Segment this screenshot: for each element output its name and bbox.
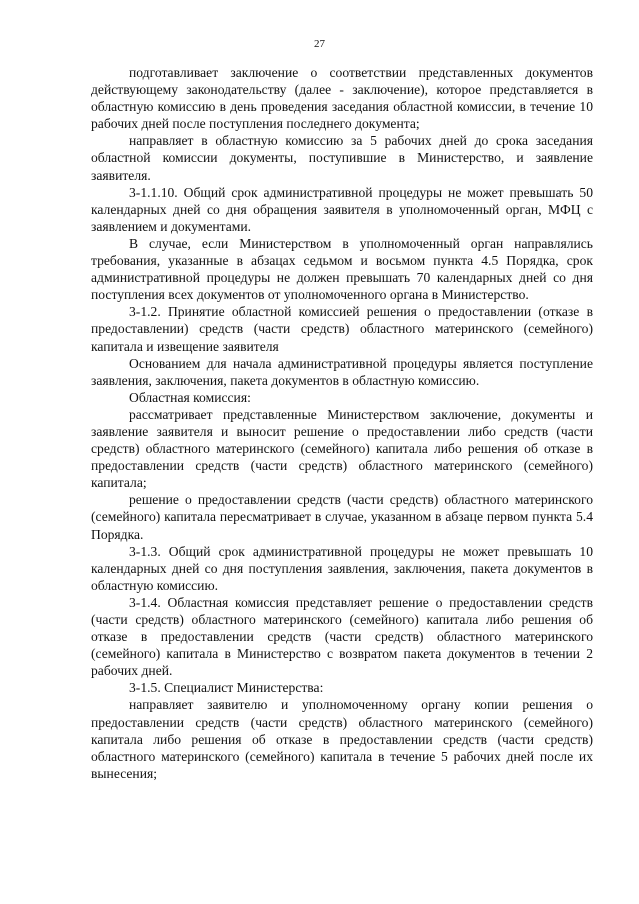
paragraph: В случае, если Министерством в уполномоченный орган направлялись требования, указанные в абзацах седьмом и восьмом пункта 4.5 Порядка, срок административной процедуры не должен превышать 70 календарных дней со дня поступления всех документов от уполномоченного органа в Министерство. bbox=[91, 235, 593, 303]
paragraph: подготавливает заключение о соответствии представленных документов действующему законодательству (далее - заключение), которое представляется в областную комиссию в день проведения заседания областной комиссии, в течение 10 рабочих дней после поступления последнего документа; bbox=[91, 65, 593, 132]
paragraph: Областная комиссия: bbox=[129, 389, 251, 405]
paragraph: рассматривает представленные Министерством заключение, документы и заявление заявителя и выносит решение о предоставлении либо средств (части средств) областного материнского (семейного) капитала либо решения об отказе в предоставлении средств (части средств) областного материнского (семейного) капитала; bbox=[91, 406, 593, 491]
paragraph: решение о предоставлении средств (части средств) областного материнского (семейного) капитала пересматривает в случае, указанном в абзаце первом пункта 5.4 Порядка. bbox=[91, 492, 593, 542]
paragraph: направляет заявителю и уполномоченному органу копии решения о предоставлении средств (части средств) областного материнского (семейного) капитала либо решения об отказе в предоставлении средств (части средств) областного материнского (семейного) капитала в течение 5 рабочих дней после их вынесения; bbox=[91, 697, 593, 781]
paragraph: 3-1.4. Областная комиссия представляет решение о предоставлении средств (части средств) областного материнского (семейного) капитала либо решения об отказе в предоставлении средств (части средств) областного материнского (семейного) капитала в Министерство с возвратом пакета документов в течении 2 рабочих дней. bbox=[91, 594, 593, 679]
paragraph: 3-1.2. Принятие областной комиссией решения о предоставлении (отказе в предоставлении) средств (части средств) областного материнского (семейного) капитала и извещение заявителя bbox=[91, 304, 593, 354]
document-body bbox=[91, 64, 593, 782]
paragraph: Основанием для начала административной процедуры является поступление заявления, заключения, пакета документов в областную комиссию. bbox=[91, 355, 593, 388]
paragraph: направляет в областную комиссию за 5 рабочих дней до срока заседания областной комиссии документы, поступившие в Министерство, и заявление заявителя. bbox=[91, 133, 593, 183]
paragraph: 3-1.5. Специалист Министерства: bbox=[129, 680, 324, 696]
paragraph: 3-1.3. Общий срок административной процедуры не может превышать 10 календарных дней со дня поступления заявления, заключения, пакета документов в областную комиссию. bbox=[91, 543, 593, 593]
paragraph: 3-1.1.10. Общий срок административной процедуры не может превышать 50 календарных дней со дня обращения заявителя в уполномоченный орган, МФЦ с заявлением и документами. bbox=[91, 184, 593, 234]
page-number: 27 bbox=[314, 38, 325, 50]
